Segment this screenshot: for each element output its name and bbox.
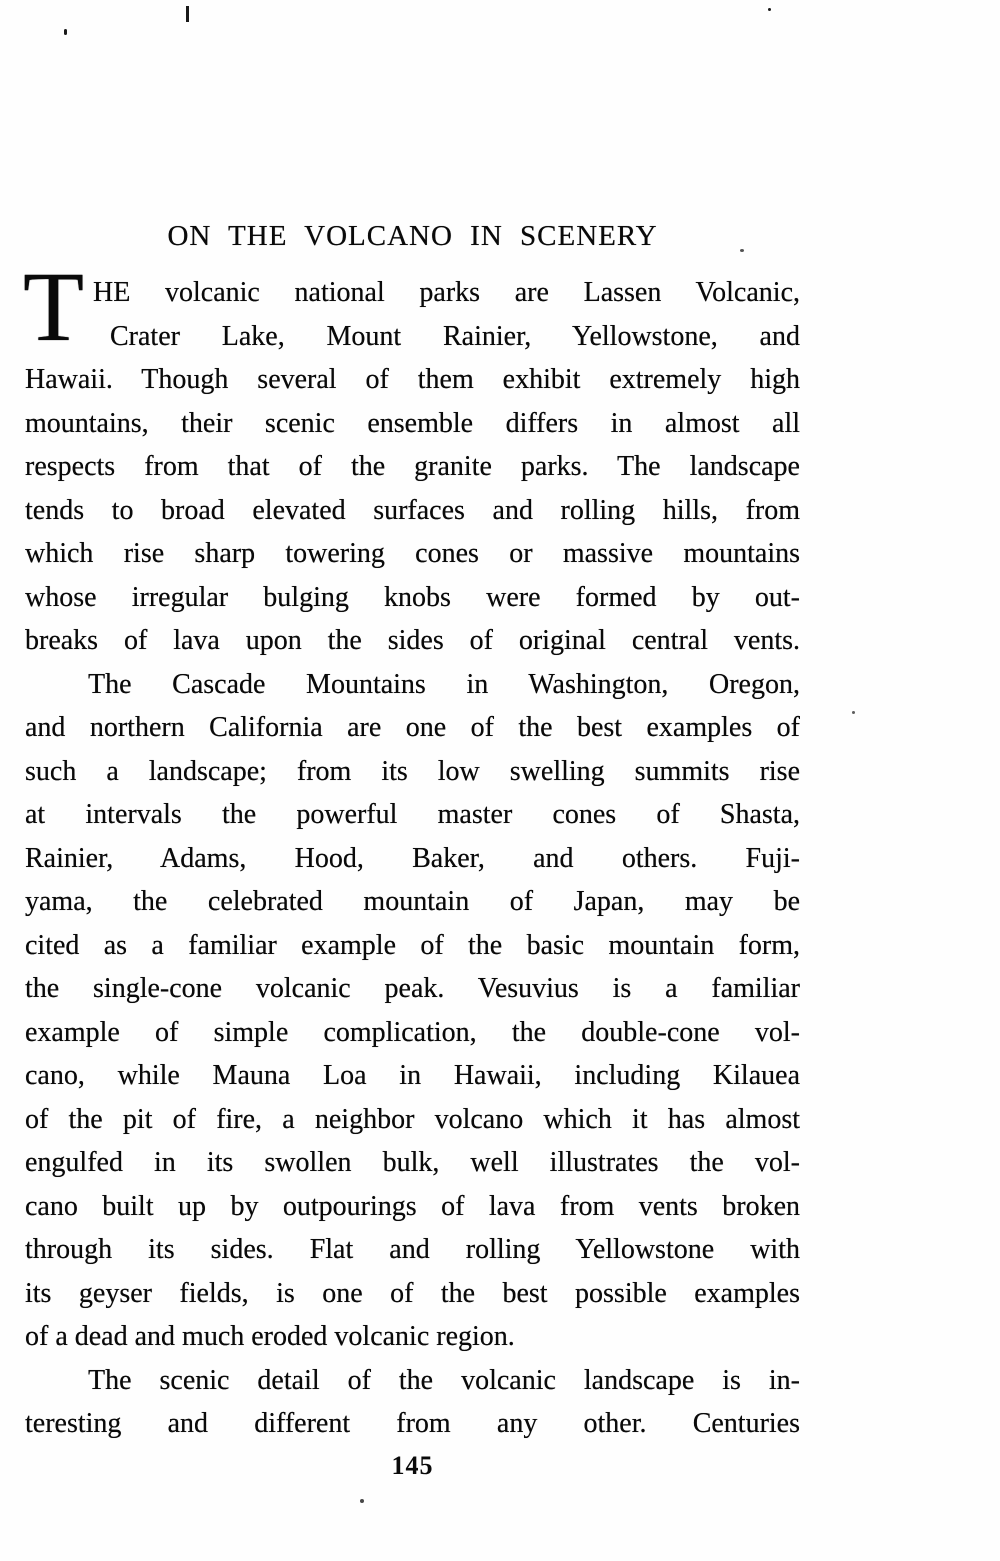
drop-cap: T xyxy=(23,251,85,362)
text-line: and northern California are one of the best examples of xyxy=(25,712,800,743)
text-line: mountains, their scenic ensemble differs in almost all xyxy=(25,407,800,439)
text-line: whose irregular bulging knobs were formed by out- xyxy=(25,581,800,613)
paragraph-1 xyxy=(23,251,800,663)
text-line: Hawaii. Though several of them exhibit extremely high xyxy=(25,364,800,395)
scan-speck xyxy=(852,711,855,714)
scan-speck xyxy=(64,29,67,35)
text-line: respects from that of the granite parks. The landscape xyxy=(25,451,800,482)
text-line: such a landscape; from its low swelling summits rise xyxy=(25,755,800,787)
text-line: Crater Lake, Mount Rainier, Yellowstone, and xyxy=(110,320,800,352)
text-line: of a dead and much eroded volcanic region. xyxy=(25,1321,515,1352)
text-line: The Cascade Mountains in Washington, Oregon, xyxy=(88,668,800,700)
text-line: Rainier, Adams, Hood, Baker, and others. Fuji- xyxy=(25,842,800,874)
text-line: its geyser fields, is one of the best possible examples xyxy=(25,1277,800,1309)
paragraph-2 xyxy=(25,663,800,1359)
text-line: breaks of lava upon the sides of original central vents. xyxy=(25,625,800,656)
text-line: of the pit of fire, a neighbor volcano which it has almost xyxy=(25,1103,800,1135)
body-text xyxy=(23,251,800,1446)
scan-speck xyxy=(186,6,189,22)
text-line: at intervals the powerful master cones of Shasta, xyxy=(25,799,800,830)
text-line: yama, the celebrated mountain of Japan, may be xyxy=(25,886,800,917)
text-line: teresting and different from any other. Centuries xyxy=(25,1408,800,1439)
text-line: example of simple complication, the double-cone vol- xyxy=(25,1016,800,1048)
chapter-heading: ON THE VOLCANO IN SCENERY xyxy=(167,220,658,252)
text-line: HE volcanic national parks are Lassen Volcanic, xyxy=(93,277,800,308)
text-line: the single-cone volcanic peak. Vesuvius is a familiar xyxy=(25,973,800,1004)
scan-speck xyxy=(360,1499,364,1503)
text-line: The scenic detail of the volcanic landscape is in- xyxy=(88,1364,800,1396)
text-line: through its sides. Flat and rolling Yellowstone with xyxy=(25,1234,800,1265)
text-line: cited as a familiar example of the basic mountain form, xyxy=(25,929,800,961)
text-line: cano built up by outpourings of lava from vents broken xyxy=(25,1190,800,1222)
paragraph-3 xyxy=(25,1359,800,1446)
scan-speck xyxy=(768,8,771,11)
text-line: which rise sharp towering cones or massive mountains xyxy=(25,538,800,569)
text-line: tends to broad elevated surfaces and rolling hills, from xyxy=(25,494,800,526)
page-number: 145 xyxy=(391,1451,434,1480)
text-line: engulfed in its swollen bulk, well illustrates the vol- xyxy=(25,1147,800,1178)
text-line: cano, while Mauna Loa in Hawaii, including Kilauea xyxy=(25,1060,800,1091)
